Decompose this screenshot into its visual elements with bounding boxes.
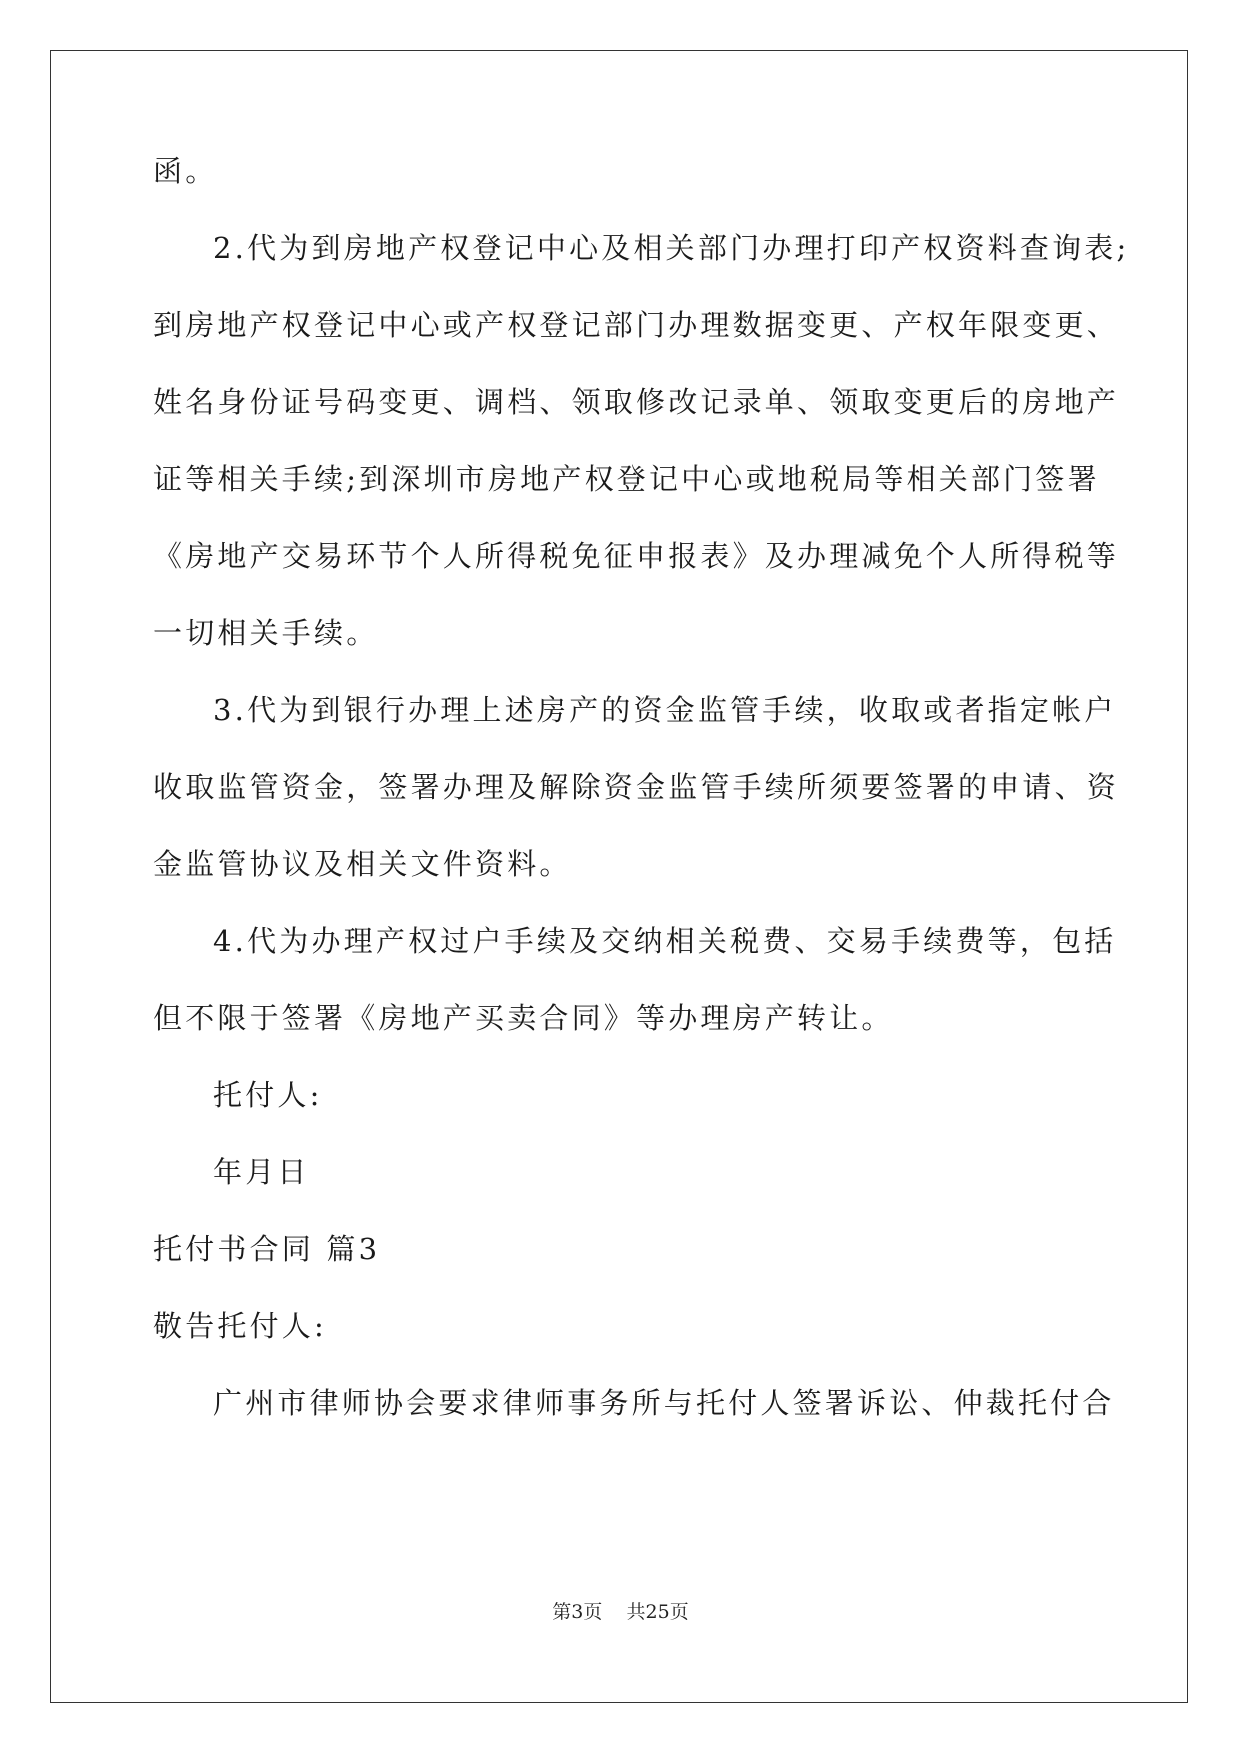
- text-line-7: 一切相关手续。: [153, 616, 379, 650]
- text-line-8: 3.代为到银行办理上述房产的资金监管手续，收取或者指定帐户: [213, 693, 1117, 727]
- text-line-17: 广州市律师协会要求律师事务所与托付人签署诉讼、仲裁托付合: [213, 1386, 1115, 1420]
- page-footer: [0, 1600, 1241, 1624]
- text-line-12: 但不限于签署《房地产买卖合同》等办理房产转让。: [153, 1001, 894, 1035]
- text-line-5: 证等相关手续;到深圳市房地产权登记中心或地税局等相关部门签署: [153, 462, 1100, 496]
- text-line-4: 姓名身份证号码变更、调档、领取修改记录单、领取变更后的房地产: [153, 385, 1120, 419]
- text-line-3: 到房地产权登记中心或产权登记部门办理数据变更、产权年限变更、: [153, 308, 1120, 342]
- text-line-9: 收取监管资金，签署办理及解除资金监管手续所须要签署的申请、资: [153, 770, 1120, 804]
- text-line-13: 托付人:: [213, 1078, 323, 1112]
- page-number: 第3页 共25页: [552, 1601, 689, 1623]
- text-line-16: 敬告托付人:: [153, 1309, 327, 1343]
- text-line-6: 《房地产交易环节个人所得税免征申报表》及办理减免个人所得税等: [153, 539, 1120, 573]
- text-line-2: 2.代为到房地产权登记中心及相关部门办理打印产权资料查询表;: [213, 231, 1130, 265]
- text-line-14: 年月日: [213, 1155, 310, 1189]
- section-heading: 托付书合同 篇3: [153, 1232, 381, 1266]
- text-line-11: 4.代为办理产权过户手续及交纳相关税费、交易手续费等，包括: [213, 924, 1117, 958]
- text-line-10: 金监管协议及相关文件资料。: [153, 847, 572, 881]
- text-line-1: 函。: [153, 154, 218, 188]
